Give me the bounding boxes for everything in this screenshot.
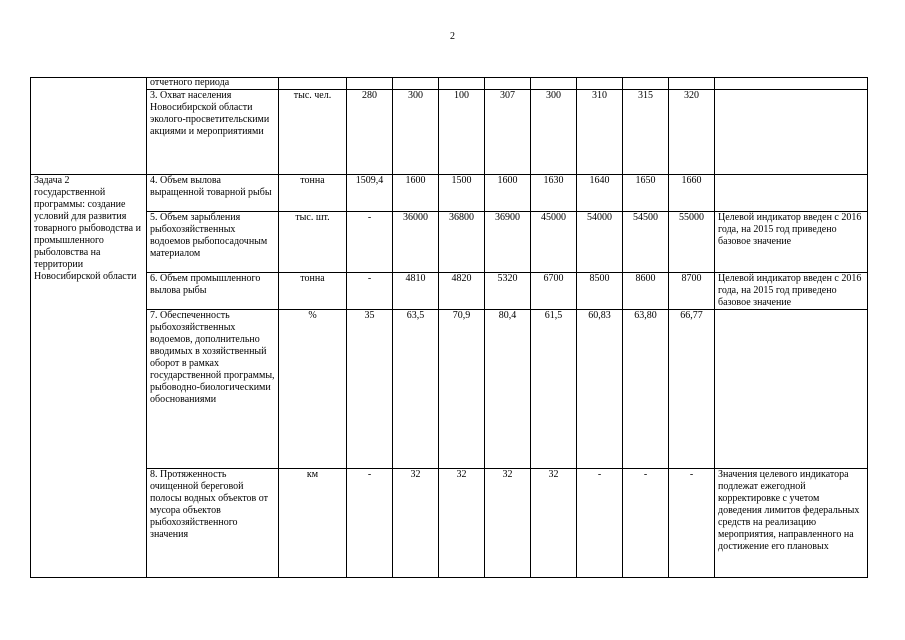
value-cell [669,78,715,90]
value-cell: 300 [531,90,577,175]
value-cell [577,78,623,90]
value-cell [347,78,393,90]
value-cell: - [669,469,715,578]
table-row [31,90,868,175]
value-cell: 1600 [485,175,531,212]
table-row [31,310,868,469]
value-cell: 1640 [577,175,623,212]
value-cell: 4820 [439,273,485,310]
unit-cell [279,78,347,90]
value-cell: 320 [669,90,715,175]
value-cell: - [623,469,669,578]
value-cell: 1509,4 [347,175,393,212]
value-cell: 36000 [393,212,439,273]
value-cell: - [347,212,393,273]
note-cell [715,310,868,469]
table-row [31,212,868,273]
value-cell: 100 [439,90,485,175]
unit-cell: тонна [279,273,347,310]
value-cell: 6700 [531,273,577,310]
value-cell: 61,5 [531,310,577,469]
indicator-name: 6. Объем промышленного вылова рыбы [147,273,279,310]
value-cell: 310 [577,90,623,175]
note-cell: Целевой индикатор введен с 2016 года, на 2015 год приведено базовое значение [715,212,868,273]
value-cell: 1660 [669,175,715,212]
value-cell: 32 [393,469,439,578]
unit-cell: тыс. шт. [279,212,347,273]
task-cell: Задача 2 государственной программы: создание условий для развития товарного рыбоводства и промышленного рыболовства на территории Новосибирской области [31,175,147,578]
value-cell [623,78,669,90]
value-cell [531,78,577,90]
value-cell: 36900 [485,212,531,273]
value-cell: 8500 [577,273,623,310]
unit-cell: % [279,310,347,469]
value-cell: - [347,273,393,310]
value-cell: 300 [393,90,439,175]
value-cell: 1630 [531,175,577,212]
value-cell: 8700 [669,273,715,310]
value-cell: 36800 [439,212,485,273]
indicator-name: 3. Охват населения Новосибирской области эколого-просветительскими акциями и мероприятиями [147,90,279,175]
value-cell: 280 [347,90,393,175]
value-cell: 63,5 [393,310,439,469]
value-cell: 66,77 [669,310,715,469]
table-row [31,175,868,212]
indicator-name: 8. Протяженность очищенной береговой полосы водных объектов от мусора объектов рыбохозяйственного значения [147,469,279,578]
value-cell: 307 [485,90,531,175]
indicators-table [30,77,868,578]
indicator-name: отчетного периода [147,78,279,90]
indicator-name: 5. Объем зарыбления рыбохозяйственных водоемов рыбопосадочным материалом [147,212,279,273]
indicator-name: 7. Обеспеченность рыбохозяйственных водоемов, дополнительно вводимых в хозяйственный оборот в рамках государственной программы, рыбоводно-биологическими обоснованиями [147,310,279,469]
value-cell: 4810 [393,273,439,310]
value-cell: 54000 [577,212,623,273]
value-cell: 60,83 [577,310,623,469]
value-cell: 315 [623,90,669,175]
unit-cell: тыс. чел. [279,90,347,175]
table-row [31,469,868,578]
value-cell [439,78,485,90]
table-row [31,78,868,90]
value-cell: 8600 [623,273,669,310]
value-cell: 80,4 [485,310,531,469]
note-cell [715,175,868,212]
note-cell [715,90,868,175]
value-cell: 63,80 [623,310,669,469]
note-cell: Целевой индикатор введен с 2016 года, на 2015 год приведено базовое значение [715,273,868,310]
value-cell [393,78,439,90]
value-cell: - [577,469,623,578]
indicator-name: 4. Объем вылова выращенной товарной рыбы [147,175,279,212]
note-cell: Значения целевого индикатора подлежат ежегодной корректировке с учетом доведения лимитов федеральных средств на реализацию мероприятия, направленного на достижение его плановых [715,469,868,578]
value-cell: 45000 [531,212,577,273]
value-cell: 54500 [623,212,669,273]
unit-cell: км [279,469,347,578]
empty-task-cell [31,78,147,175]
value-cell: 70,9 [439,310,485,469]
value-cell: 5320 [485,273,531,310]
value-cell: 1600 [393,175,439,212]
value-cell: 1650 [623,175,669,212]
value-cell: 32 [485,469,531,578]
page-number: 2 [450,31,455,42]
table-row [31,273,868,310]
value-cell: - [347,469,393,578]
value-cell: 32 [531,469,577,578]
value-cell: 1500 [439,175,485,212]
value-cell: 55000 [669,212,715,273]
value-cell [485,78,531,90]
value-cell: 35 [347,310,393,469]
value-cell: 32 [439,469,485,578]
note-cell [715,78,868,90]
unit-cell: тонна [279,175,347,212]
